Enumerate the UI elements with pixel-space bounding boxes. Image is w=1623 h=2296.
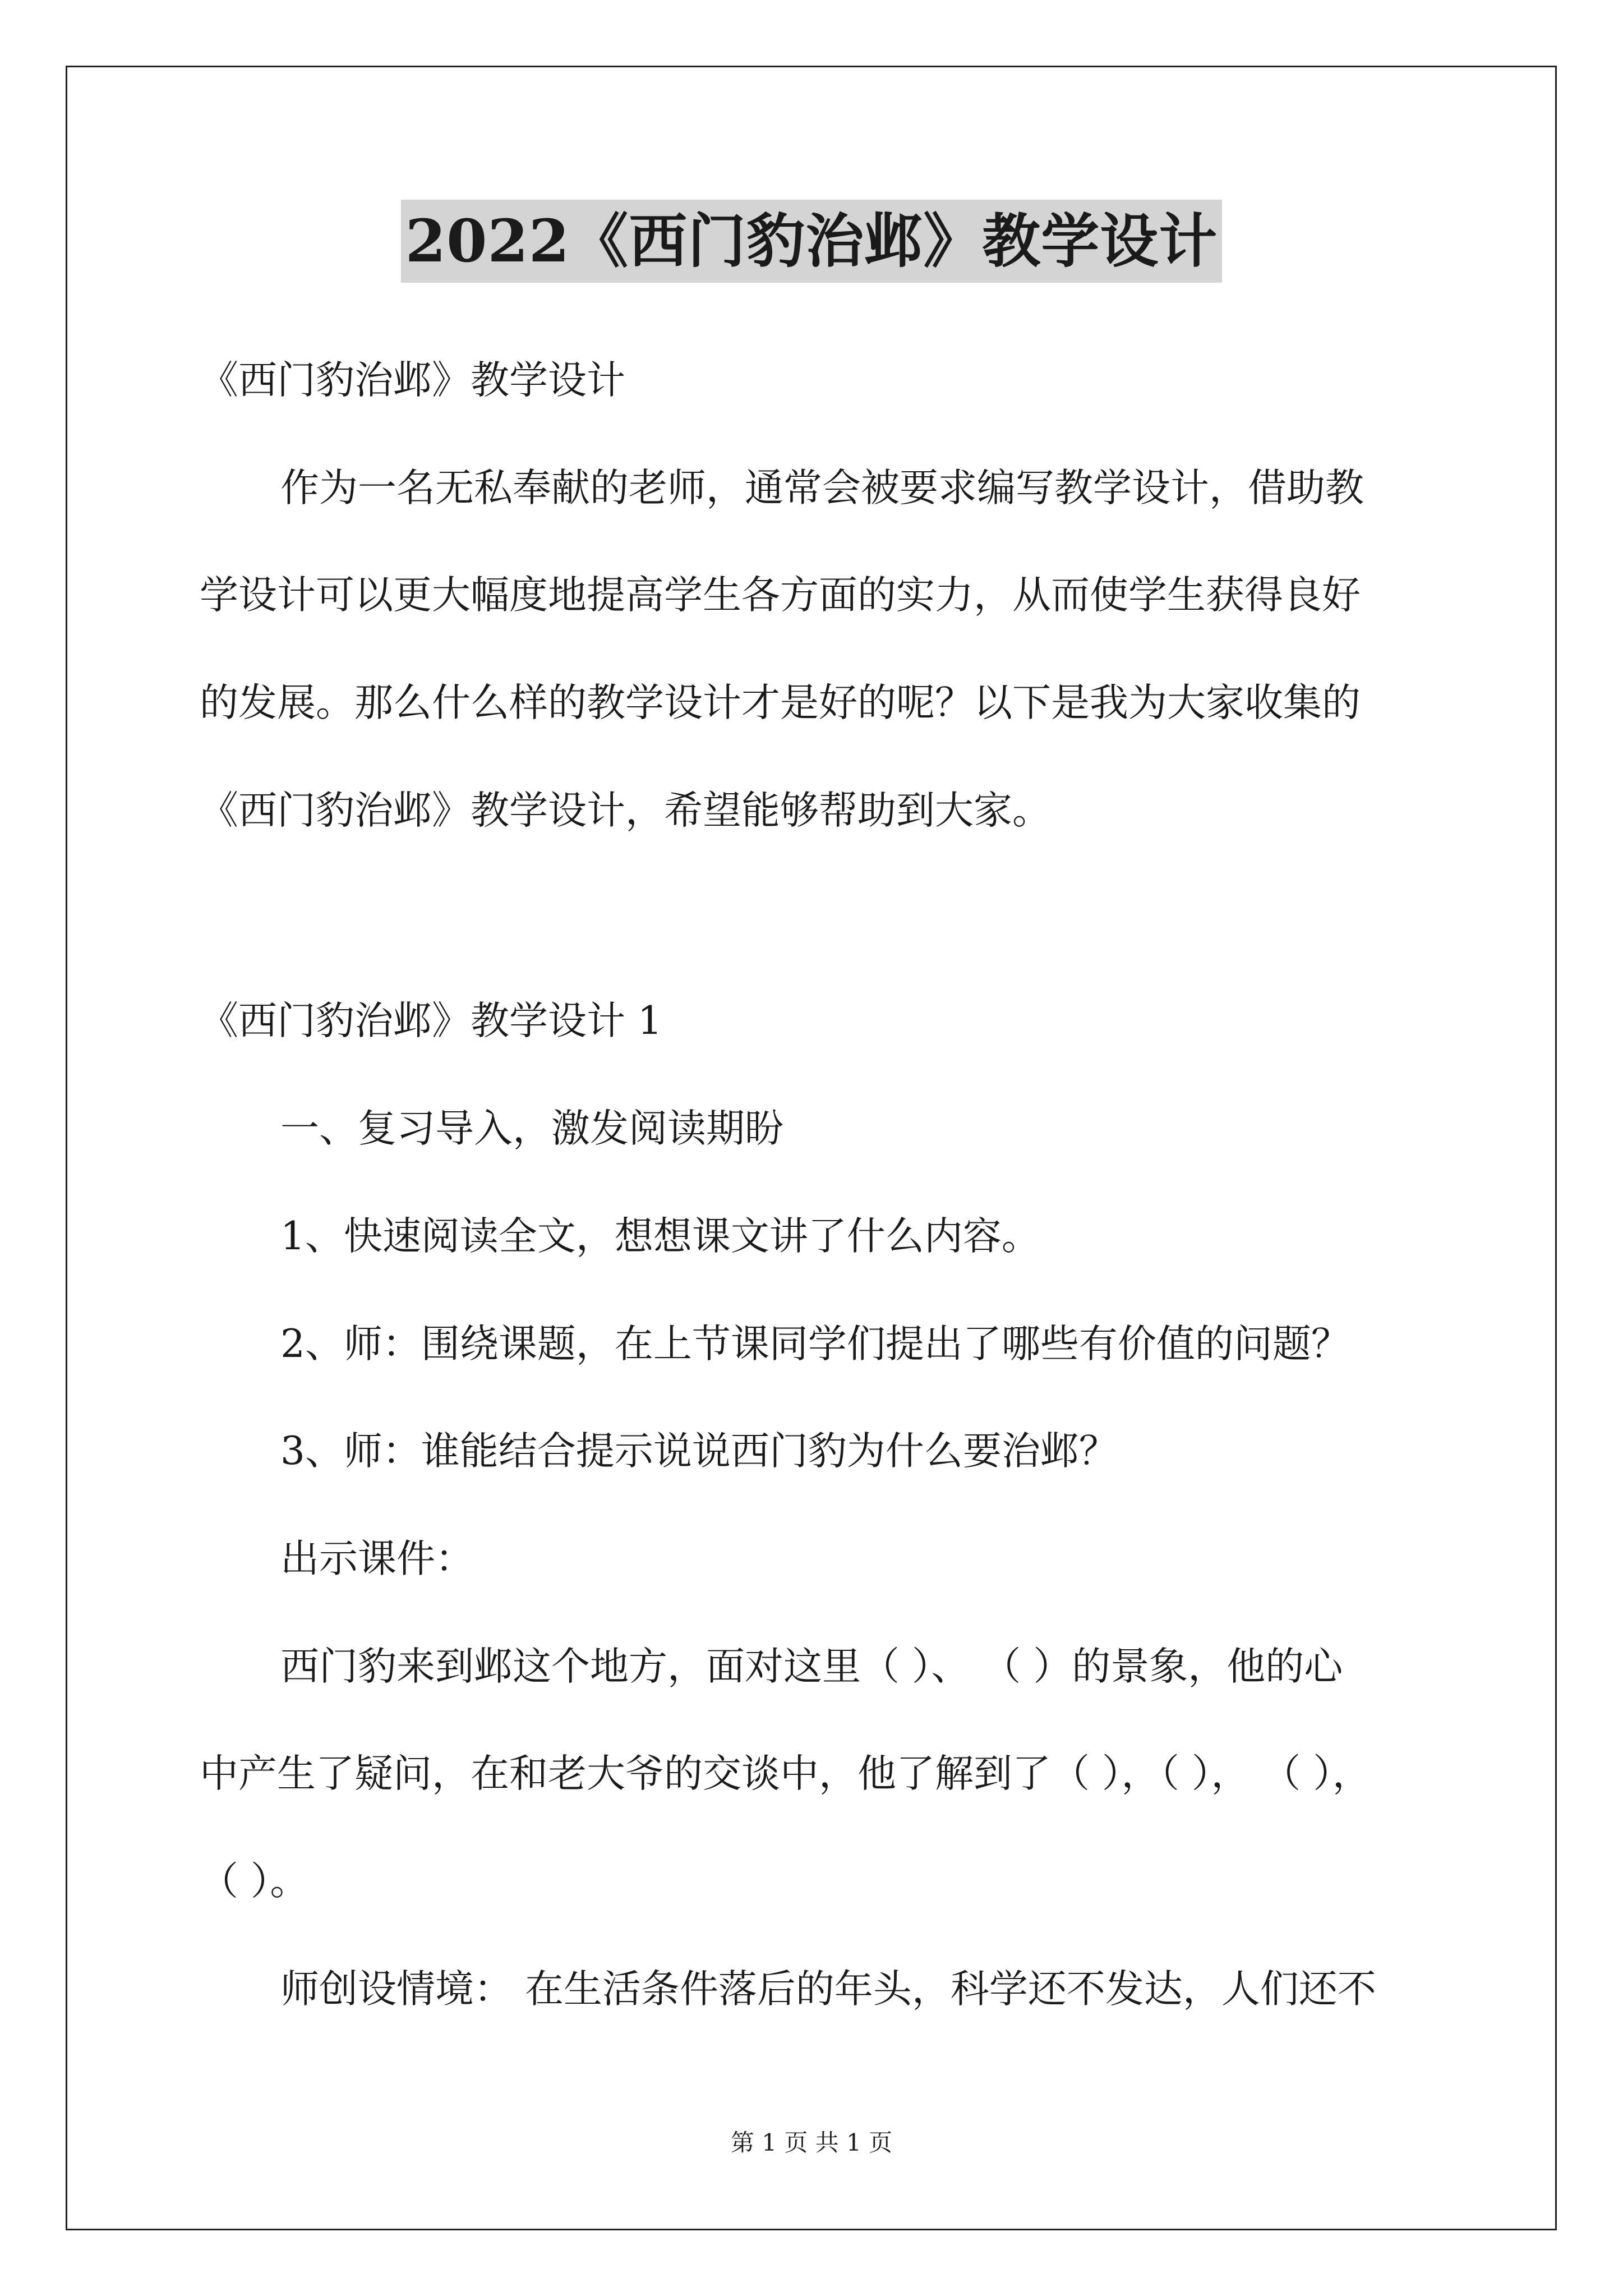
list-item: 3、师：谁能结合提示说说西门豹为什么要治邺？ bbox=[280, 1429, 1118, 1474]
paragraph-line: 作为一名无私奉献的老师，通常会被要求编写教学设计，借助教 bbox=[280, 466, 1364, 510]
paragraph-line: 中产生了疑问，在和老大爷的交谈中，他了解到了（ ），（ ）， （ ）， bbox=[200, 1751, 1371, 1796]
paragraph-line: 的发展。那么什么样的教学设计才是好的呢？以下是我为大家收集的 bbox=[200, 680, 1361, 725]
document-title: 2022《西门豹治邺》教学设计 bbox=[401, 200, 1222, 283]
list-item: 1、快速阅读全文，想想课文讲了什么内容。 bbox=[280, 1214, 1040, 1259]
page-footer: 第 1 页 共 1 页 bbox=[730, 2129, 893, 2156]
paragraph-line: 《西门豹治邺》教学设计，希望能够帮助到大家。 bbox=[200, 788, 1051, 833]
section-subheading: 一、复习导入，激发阅读期盼 bbox=[280, 1106, 783, 1151]
subtitle: 《西门豹治邺》教学设计 bbox=[200, 358, 625, 403]
paragraph-line: 出示课件： bbox=[280, 1536, 474, 1581]
list-item: 2、师：围绕课题，在上节课同学们提出了哪些有价值的问题？ bbox=[280, 1322, 1350, 1366]
paragraph-line: 师创设情境： 在生活条件落后的年头，科学还不发达，人们还不 bbox=[280, 1967, 1376, 2012]
paragraph-line: 学设计可以更大幅度地提高学生各方面的实力，从而使学生获得良好 bbox=[200, 573, 1361, 618]
title-container bbox=[0, 200, 1623, 283]
paragraph-line: 西门豹来到邺这个地方，面对这里（ ）、 （ ）的景象，他的心 bbox=[280, 1644, 1343, 1689]
paragraph-line: （ ）。 bbox=[200, 1859, 309, 1904]
section-heading: 《西门豹治邺》教学设计 1 bbox=[200, 999, 662, 1043]
